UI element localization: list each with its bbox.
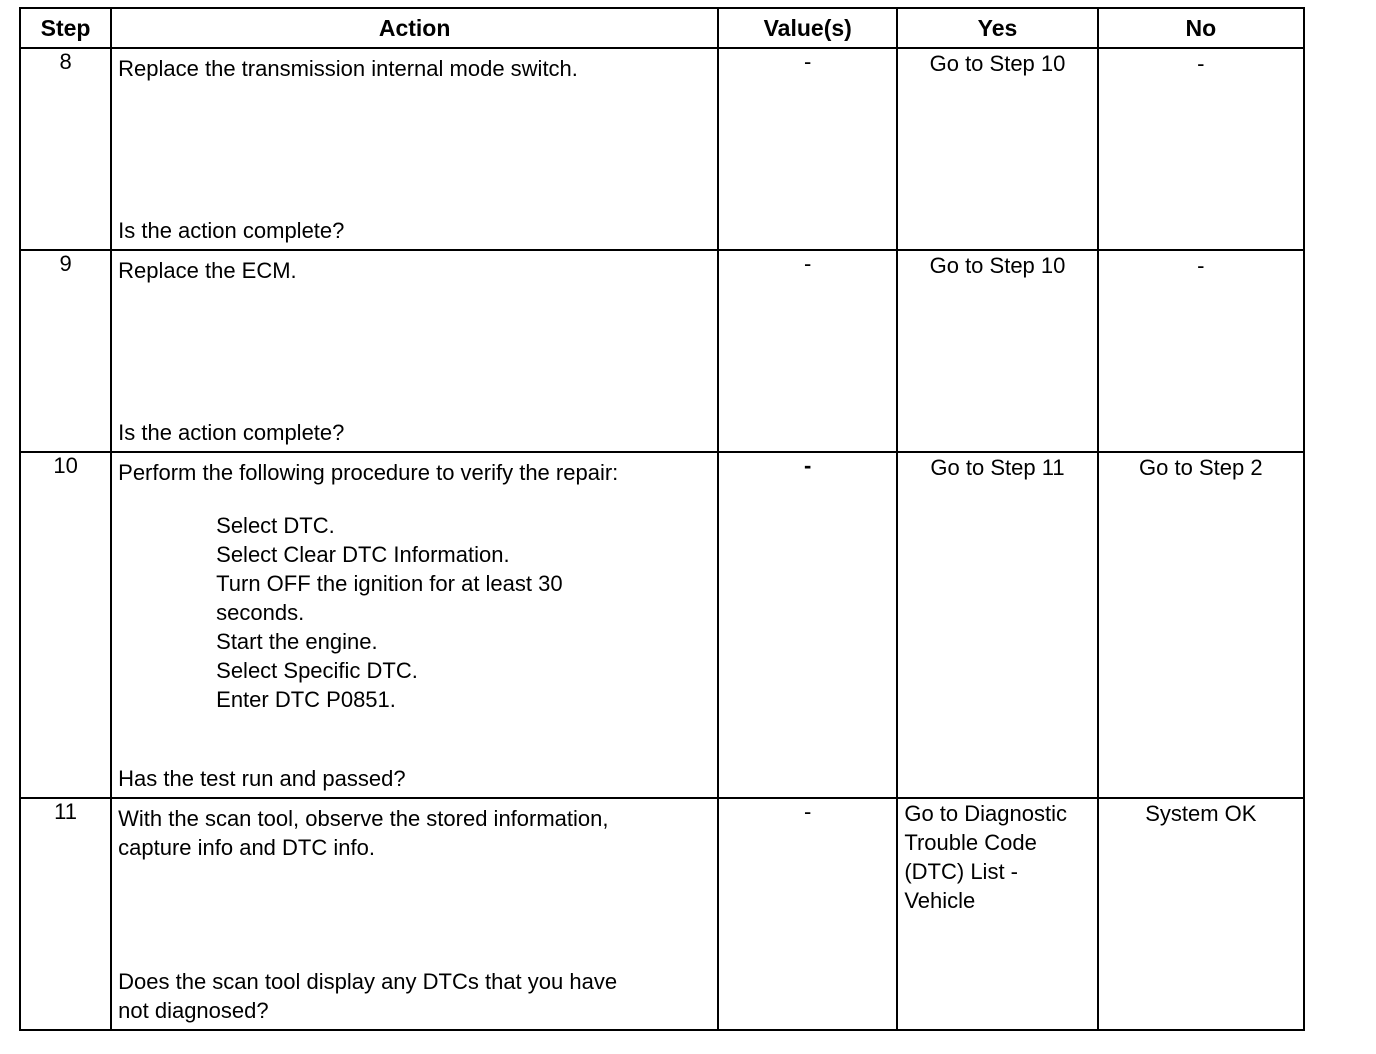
- value-cell: -: [718, 250, 897, 452]
- step-number: 8: [20, 48, 111, 250]
- table-row: [20, 452, 1304, 798]
- yes-link-line: Trouble Code: [904, 830, 1037, 855]
- action-cell: [111, 798, 718, 1030]
- procedure-step: Start the engine.: [216, 629, 378, 654]
- procedure-list: [216, 511, 711, 714]
- procedure-step: Select Specific DTC.: [216, 658, 418, 683]
- header-row: [20, 8, 1304, 48]
- yes-link[interactable]: Go to Step 10: [929, 253, 1066, 278]
- procedure-step: Select Clear DTC Information.: [216, 542, 510, 567]
- procedure-step: seconds.: [216, 600, 305, 625]
- action-instruction-line: With the scan tool, observe the stored information,: [118, 806, 609, 831]
- header-values: Value(s): [718, 8, 897, 48]
- value-cell: -: [718, 48, 897, 250]
- no-value: -: [1197, 253, 1205, 278]
- action-question: Is the action complete?: [118, 218, 345, 243]
- no-link[interactable]: Go to Step 2: [1139, 455, 1263, 480]
- action-instruction-line: capture info and DTC info.: [118, 835, 375, 860]
- action-instruction: Perform the following procedure to verify the repair:: [118, 460, 619, 485]
- action-question: Has the test run and passed?: [118, 766, 406, 791]
- yes-cell: [897, 250, 1097, 452]
- no-value: -: [1197, 51, 1205, 76]
- action-cell: [111, 48, 718, 250]
- action-cell: [111, 250, 718, 452]
- action-cell: [111, 452, 718, 798]
- no-cell: [1098, 798, 1304, 1030]
- procedure-step: Turn OFF the ignition for at least 30: [216, 571, 563, 596]
- action-question: Is the action complete?: [118, 420, 345, 445]
- yes-cell: [897, 48, 1097, 250]
- yes-cell: [897, 798, 1097, 1030]
- yes-link-line: (DTC) List -: [904, 859, 1018, 884]
- diagnostic-table: [19, 7, 1305, 1031]
- yes-cell: [897, 452, 1097, 798]
- value-cell: -: [718, 798, 897, 1030]
- yes-link[interactable]: Go to Step 10: [929, 51, 1066, 76]
- table-row: [20, 48, 1304, 250]
- header-no: No: [1098, 8, 1304, 48]
- no-cell: [1098, 452, 1304, 798]
- procedure-step: Select DTC.: [216, 513, 335, 538]
- no-value: System OK: [1145, 801, 1257, 826]
- header-yes: Yes: [897, 8, 1097, 48]
- header-step: Step: [20, 8, 111, 48]
- action-question-line: Does the scan tool display any DTCs that you have: [118, 969, 618, 994]
- action-instruction: Replace the transmission internal mode switch.: [118, 56, 578, 81]
- table-row: [20, 250, 1304, 452]
- step-number: 9: [20, 250, 111, 452]
- action-instruction: Replace the ECM.: [118, 258, 297, 283]
- no-cell: [1098, 250, 1304, 452]
- header-action: Action: [111, 8, 718, 48]
- yes-link[interactable]: Go to Step 11: [930, 455, 1065, 480]
- yes-link-line: Go to Diagnostic: [904, 801, 1067, 826]
- value-cell: -: [718, 452, 897, 798]
- no-cell: [1098, 48, 1304, 250]
- step-number: 10: [20, 452, 111, 798]
- yes-link[interactable]: [898, 799, 1096, 919]
- table-row: [20, 798, 1304, 1030]
- step-number: 11: [20, 798, 111, 1030]
- action-question-line: not diagnosed?: [118, 998, 269, 1023]
- yes-link-line: Vehicle: [904, 888, 976, 913]
- procedure-step: Enter DTC P0851.: [216, 687, 396, 712]
